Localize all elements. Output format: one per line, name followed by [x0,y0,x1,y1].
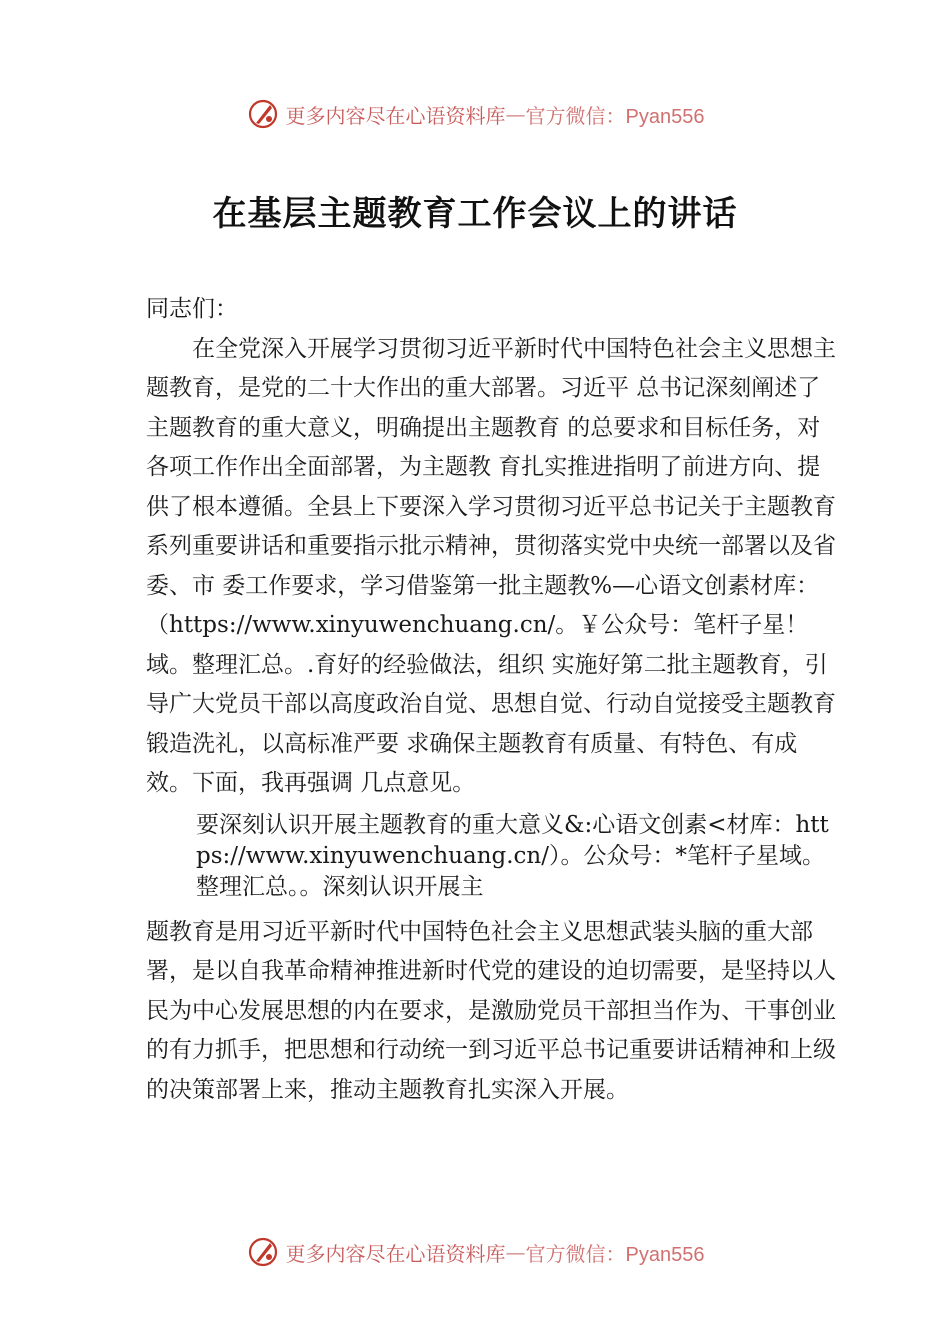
banner-separator: — [505,1240,526,1264]
paragraph-2: 要深刻认识开展主题教育的重大意义&:心语文创素<材库：https://www.xinyuwenchuang.cn/）。公众号：*笔杆子星域。整理汇总。。深刻认识开展主 [196,811,829,900]
paragraph-1: 在全党深入开展学习贯彻习近平新时代中国特色社会主义思想主题教育，是党的二十大作出的重大部署。习近平 总书记深刻阐述了主题教育的重大意义，明确提出主题教育 的总要求和目标任务，对各项工作作出全面部署，为主题教 育扎实推进指明了前进方向、提供了根本遵循。全县上下要深入学习贯彻习近平总书记关于主题教育系列重要讲话和重要指示批示精神，贯彻落实党中央统一部署以及省委、市 委工作要求，学习借鉴第一批主题教%—心语文创素材库：（https://www.xinyuwenchuang.cn/。￥公众号：笔杆子星！域。整理汇总。.育好的经验做法，组织 实施好第二批主题教育，引导广大党员干部以高度政治自觉、思想自觉、行动自觉接受主题教育锻造洗礼，以高标准严要 求确保主题教育有质量、有特色、有成效。下面，我再强调 几点意见。 [146,335,836,796]
document-body [146,290,836,1110]
banner-text: 更多内容尽在心语资料库 [285,103,506,128]
banner-separator: — [505,102,526,126]
banner-wechat: 官方微信：Pyan556 [525,1243,705,1266]
paragraph-3: 题教育是用习近平新时代中国特色社会主义思想武装头脑的重大部署，是以自我革命精神推进新时代党的建设的迫切需要，是坚持以人民为中心发展思想的内在要求，是激励党员干部担当作为、干事创业的有力抓手，把思想和行动统一到习近平总书记重要讲话精神和上级的决策部署上来，推动主题教育扎实深入开展。 [146,918,836,1103]
salutation: 同志们： [146,296,238,322]
banner-text: 更多内容尽在心语资料库 [285,1241,506,1266]
document-title: 在基层主题教育工作会议上的讲话 [212,194,738,234]
header-banner [0,94,950,134]
banner-wechat: 官方微信：Pyan556 [525,105,705,128]
quill-logo-icon [246,1235,280,1269]
quill-logo-icon [246,97,280,131]
footer-banner [0,1232,950,1272]
